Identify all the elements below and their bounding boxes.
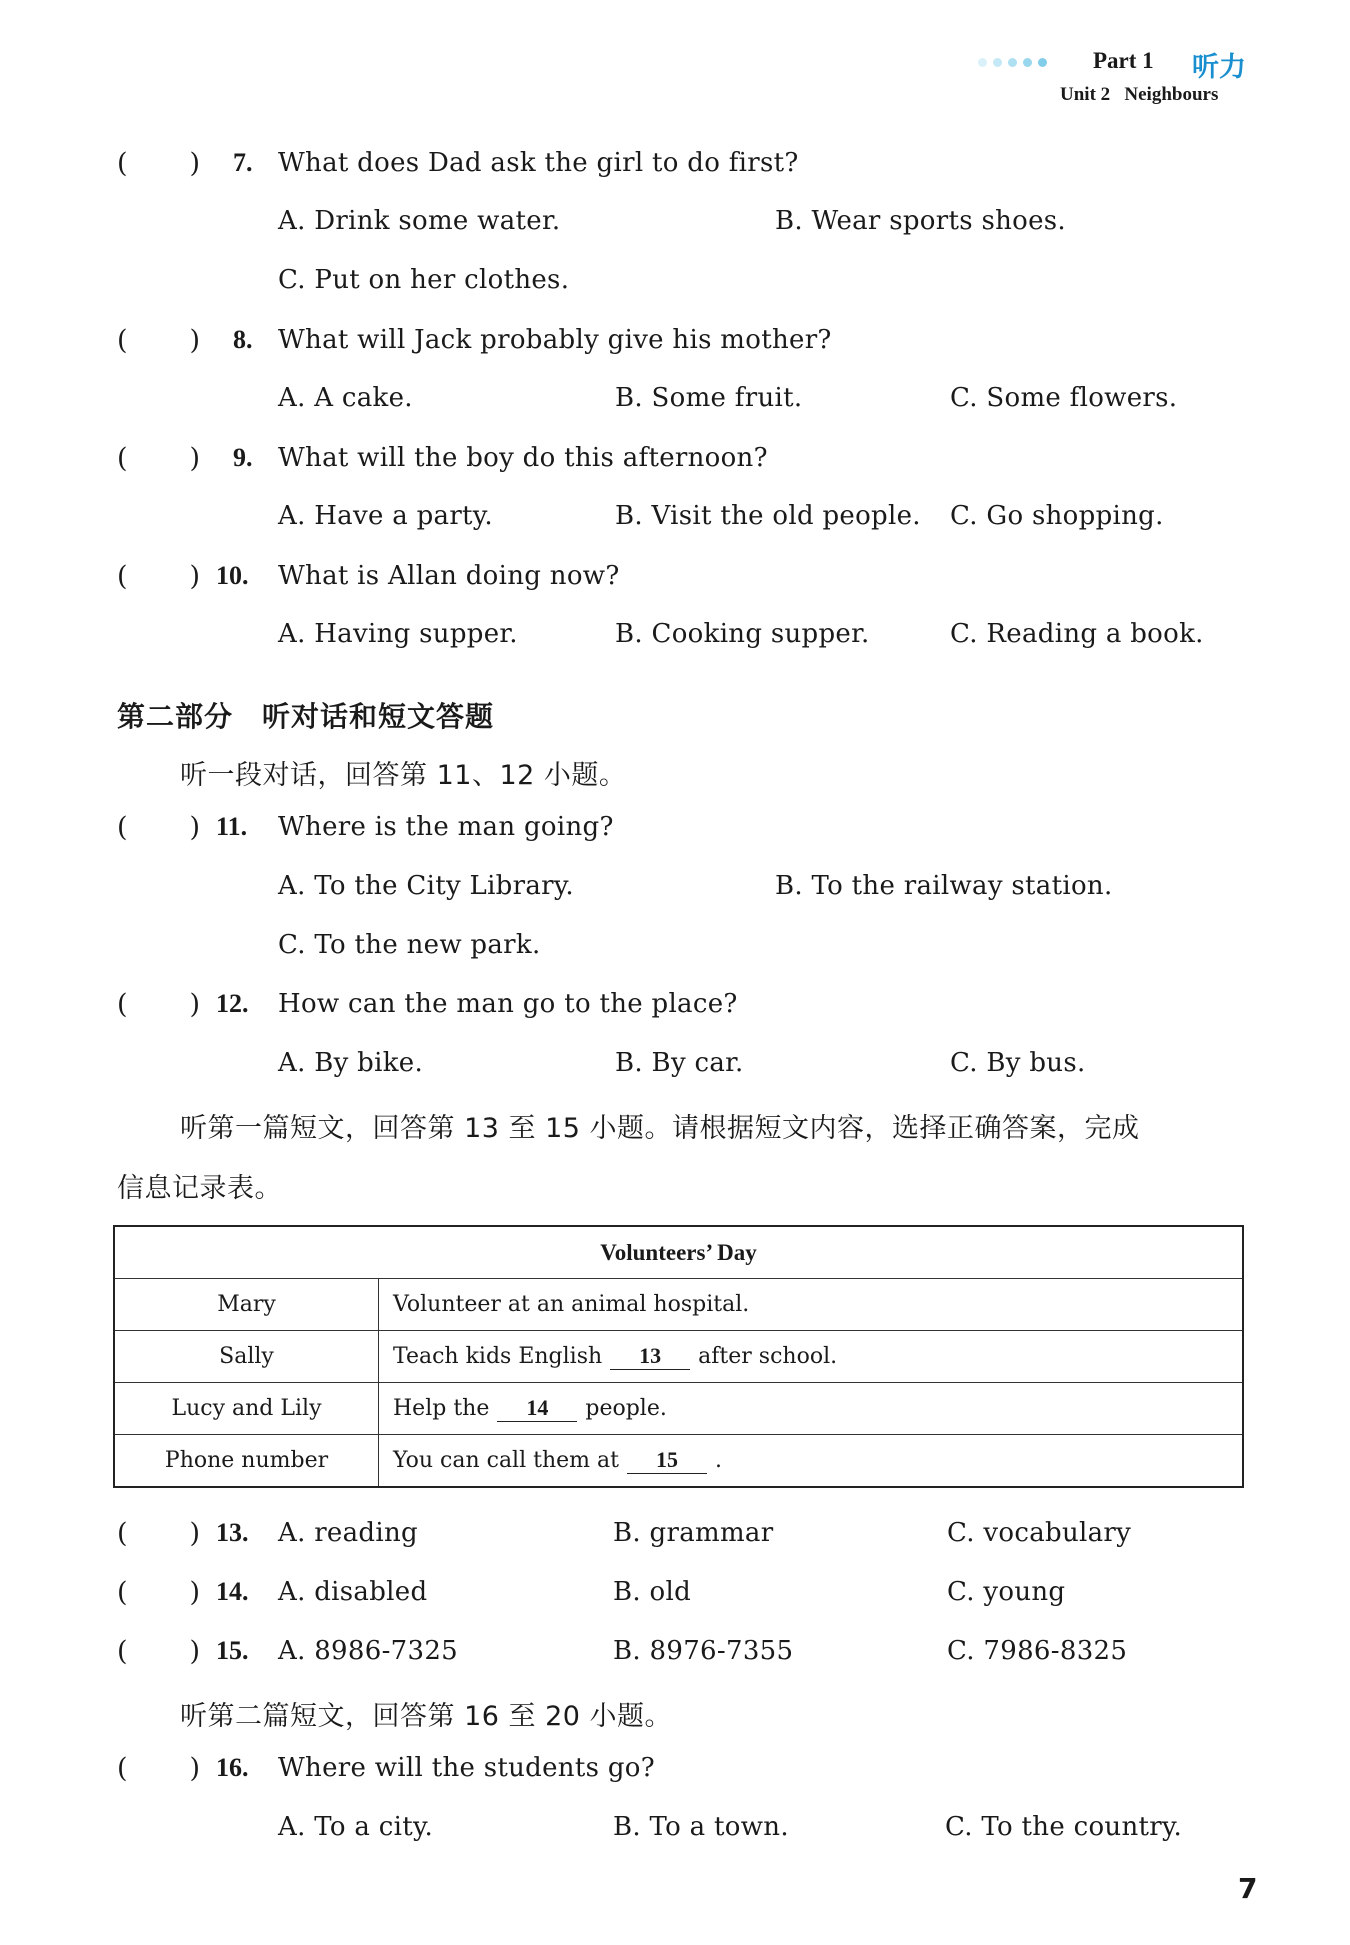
option-b[interactable]: B. To a town. bbox=[613, 1812, 789, 1842]
row-text: You can call them at bbox=[393, 1448, 619, 1473]
row-content bbox=[379, 1279, 1244, 1331]
row-text: Help the bbox=[393, 1396, 490, 1421]
question-text: What does Dad ask the girl to do first? bbox=[278, 148, 799, 178]
instruction-text: 听第二篇短文，回答第 16 至 20 小题。 bbox=[180, 1701, 673, 1732]
question-text: What is Allan doing now? bbox=[278, 561, 620, 591]
option-b[interactable]: B. To the railway station. bbox=[775, 871, 1113, 901]
answer-blank-16[interactable]: ( ) bbox=[117, 1753, 201, 1784]
option-c[interactable]: C. 7986-8325 bbox=[947, 1636, 1128, 1666]
question-number: 16. bbox=[216, 1753, 249, 1782]
answer-blank-10[interactable]: ( ) bbox=[117, 561, 201, 592]
table-row bbox=[114, 1383, 1243, 1435]
fill-blank-14[interactable]: 14 bbox=[497, 1395, 577, 1422]
page-number: 7 bbox=[1238, 1872, 1258, 1905]
row-content bbox=[379, 1331, 1244, 1383]
row-label: Phone number bbox=[114, 1435, 379, 1488]
option-a[interactable]: A. A cake. bbox=[278, 383, 413, 413]
info-record-table bbox=[113, 1225, 1244, 1488]
option-b[interactable]: B. By car. bbox=[615, 1048, 744, 1078]
option-c[interactable]: C. Go shopping. bbox=[950, 501, 1164, 531]
instruction-text-cont: 信息记录表。 bbox=[117, 1173, 282, 1204]
option-a[interactable]: A. Have a party. bbox=[278, 501, 493, 531]
option-c[interactable]: C. To the new park. bbox=[278, 930, 541, 960]
option-a[interactable]: A. reading bbox=[278, 1518, 418, 1548]
row-text: Volunteer at an animal hospital. bbox=[393, 1292, 750, 1317]
row-text-after: after school. bbox=[698, 1344, 838, 1369]
option-b[interactable]: B. Visit the old people. bbox=[615, 501, 921, 531]
table-row bbox=[114, 1435, 1243, 1488]
option-c[interactable]: C. vocabulary bbox=[947, 1518, 1132, 1548]
row-content bbox=[379, 1383, 1244, 1435]
question-text: Where will the students go? bbox=[278, 1753, 655, 1783]
row-text: Teach kids English bbox=[393, 1344, 603, 1369]
answer-blank-15[interactable]: ( ) bbox=[117, 1636, 201, 1667]
row-text-after: . bbox=[714, 1448, 722, 1473]
row-label: Mary bbox=[114, 1279, 379, 1331]
answer-blank-8[interactable]: ( ) bbox=[117, 325, 201, 356]
section-title: 第二部分 听对话和短文答题 bbox=[117, 700, 495, 733]
row-label: Lucy and Lily bbox=[114, 1383, 379, 1435]
option-b[interactable]: B. grammar bbox=[613, 1518, 774, 1548]
question-text: What will Jack probably give his mother? bbox=[278, 325, 832, 355]
question-text: How can the man go to the place? bbox=[278, 989, 738, 1019]
option-b[interactable]: B. Some fruit. bbox=[615, 383, 803, 413]
question-number: 11. bbox=[216, 812, 248, 841]
option-c[interactable]: C. Reading a book. bbox=[950, 619, 1204, 649]
option-a[interactable]: A. 8986-7325 bbox=[278, 1636, 459, 1666]
option-c[interactable]: C. young bbox=[947, 1577, 1066, 1607]
option-a[interactable]: A. To the City Library. bbox=[278, 871, 574, 901]
table-row bbox=[114, 1331, 1243, 1383]
option-a[interactable]: A. Drink some water. bbox=[278, 206, 561, 236]
option-b[interactable]: B. 8976-7355 bbox=[613, 1636, 794, 1666]
option-a[interactable]: A. Having supper. bbox=[278, 619, 518, 649]
option-a[interactable]: A. By bike. bbox=[278, 1048, 424, 1078]
fill-blank-13[interactable]: 13 bbox=[610, 1343, 690, 1370]
option-b[interactable]: B. old bbox=[613, 1577, 692, 1607]
answer-blank-14[interactable]: ( ) bbox=[117, 1577, 201, 1608]
question-number: 10. bbox=[216, 561, 249, 590]
option-a[interactable]: A. To a city. bbox=[278, 1812, 434, 1842]
row-label: Sally bbox=[114, 1331, 379, 1383]
answer-blank-9[interactable]: ( ) bbox=[117, 443, 201, 474]
answer-blank-13[interactable]: ( ) bbox=[117, 1518, 201, 1549]
option-c[interactable]: C. Put on her clothes. bbox=[278, 265, 570, 295]
question-number: 14. bbox=[216, 1577, 249, 1606]
row-content bbox=[379, 1435, 1244, 1488]
question-number: 7. bbox=[233, 148, 253, 177]
question-text: What will the boy do this afternoon? bbox=[278, 443, 768, 473]
question-number: 8. bbox=[233, 325, 253, 354]
instruction-text: 听第一篇短文，回答第 13 至 15 小题。请根据短文内容，选择正确答案，完成 bbox=[180, 1113, 1140, 1144]
option-b[interactable]: B. Cooking supper. bbox=[615, 619, 870, 649]
header-part: Part 1 bbox=[1093, 48, 1154, 73]
question-number: 15. bbox=[216, 1636, 249, 1665]
instruction-text: 听一段对话，回答第 11、12 小题。 bbox=[180, 760, 627, 791]
question-number: 12. bbox=[216, 989, 249, 1018]
header-dots-decoration bbox=[978, 58, 1047, 67]
option-c[interactable]: C. By bus. bbox=[950, 1048, 1086, 1078]
answer-blank-12[interactable]: ( ) bbox=[117, 989, 201, 1020]
answer-blank-7[interactable]: ( ) bbox=[117, 148, 201, 179]
question-number: 13. bbox=[216, 1518, 249, 1547]
row-text-after: people. bbox=[585, 1396, 667, 1421]
table-row bbox=[114, 1279, 1243, 1331]
option-b[interactable]: B. Wear sports shoes. bbox=[775, 206, 1066, 236]
option-a[interactable]: A. disabled bbox=[278, 1577, 428, 1607]
header-unit: Unit 2 Neighbours bbox=[1060, 84, 1219, 105]
question-number: 9. bbox=[233, 443, 253, 472]
answer-blank-11[interactable]: ( ) bbox=[117, 812, 201, 843]
fill-blank-15[interactable]: 15 bbox=[627, 1447, 707, 1474]
header-section: 听力 bbox=[1192, 52, 1246, 83]
question-text: Where is the man going? bbox=[278, 812, 614, 842]
option-c[interactable]: C. To the country. bbox=[945, 1812, 1183, 1842]
option-c[interactable]: C. Some flowers. bbox=[950, 383, 1178, 413]
table-title: Volunteers’ Day bbox=[114, 1226, 1243, 1279]
